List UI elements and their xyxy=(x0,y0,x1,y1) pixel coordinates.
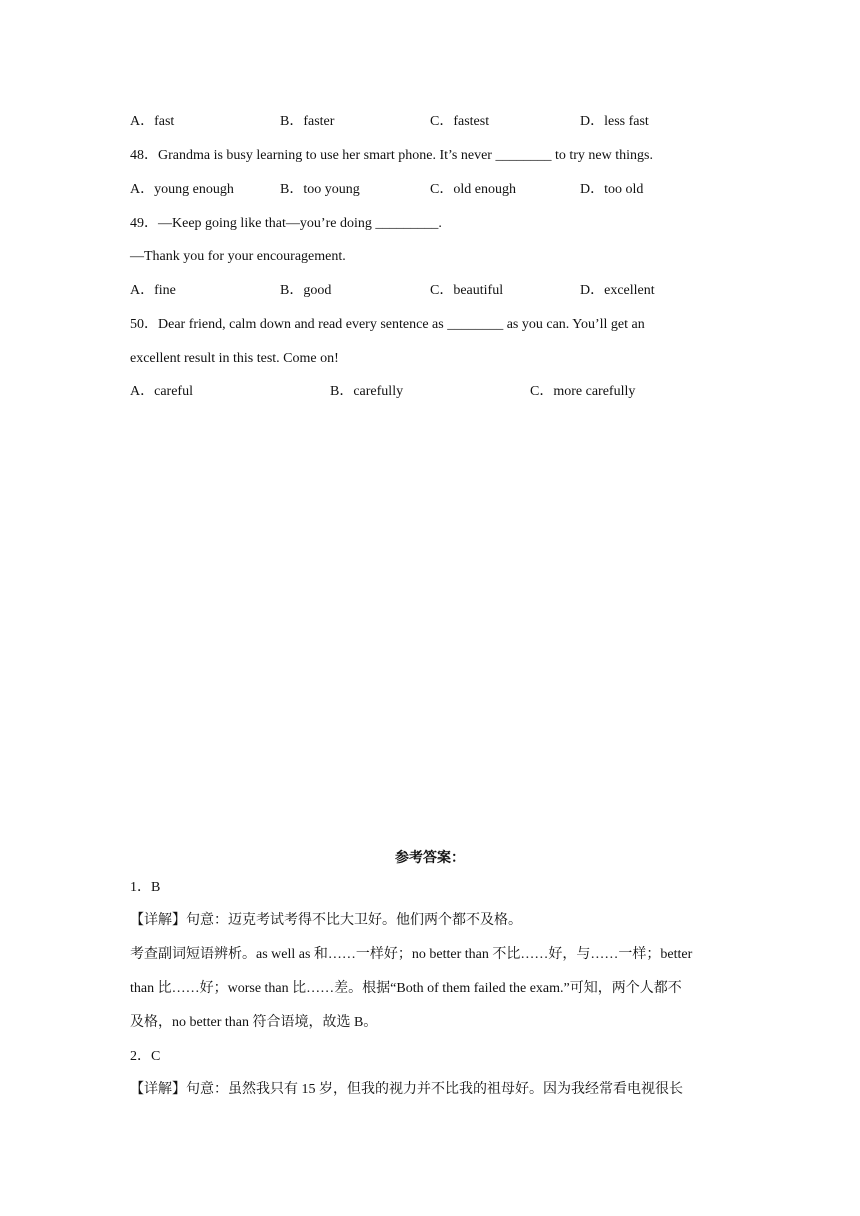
q48-option-c: C．old enough xyxy=(430,182,516,197)
answer-1-detail: 【详解】句意：迈克考试考得不比大卫好。他们两个都不及格。 xyxy=(130,913,522,928)
q50-question-line1: 50．Dear friend, calm down and read every sentence as ________ as you can. You’ll get an xyxy=(130,317,645,332)
answer-1-explanation-line2: than 比……好；worse than 比……差。根据“Both of them failed the exam.”可知，两个人都不 xyxy=(130,981,682,996)
q49-option-c: C．beautiful xyxy=(430,283,504,298)
answer-1-explanation-line1: 考查副词短语辨析。as well as 和……一样好；no better than 不比……好，与……一样；better xyxy=(130,947,693,962)
q49-question: 49．—Keep going like that—you’re doing _________. xyxy=(130,216,442,231)
answer-2: 2．C xyxy=(130,1049,161,1064)
q47-option-a: A．fast xyxy=(130,114,175,129)
q47-option-b: B．faster xyxy=(280,114,335,129)
answers-heading: 参考答案： xyxy=(395,851,465,866)
q50-option-b: B．carefully xyxy=(330,384,404,399)
q47-option-c: C．fastest xyxy=(430,114,490,129)
q48-question: 48．Grandma is busy learning to use her smart phone. It’s never ________ to try new things. xyxy=(130,148,653,163)
q50-question-line2: excellent result in this test. Come on! xyxy=(130,351,339,366)
q49-reply: —Thank you for your encouragement. xyxy=(130,249,346,264)
q47-option-d: D．less fast xyxy=(580,114,649,129)
q49-option-d: D．excellent xyxy=(580,283,655,298)
q48-option-b: B．too young xyxy=(280,182,360,197)
answer-1-explanation-line3: 及格，no better than 符合语境，故选 B。 xyxy=(130,1015,378,1030)
answer-1: 1．B xyxy=(130,880,161,895)
q50-option-c: C．more carefully xyxy=(530,384,636,399)
q49-option-a: A．fine xyxy=(130,283,176,298)
q49-option-b: B．good xyxy=(280,283,332,298)
q48-option-d: D．too old xyxy=(580,182,644,197)
answer-2-detail: 【详解】句意：虽然我只有 15 岁，但我的视力并不比我的祖母好。因为我经常看电视很长 xyxy=(130,1082,683,1097)
q48-option-a: A．young enough xyxy=(130,182,234,197)
q50-option-a: A．careful xyxy=(130,384,193,399)
